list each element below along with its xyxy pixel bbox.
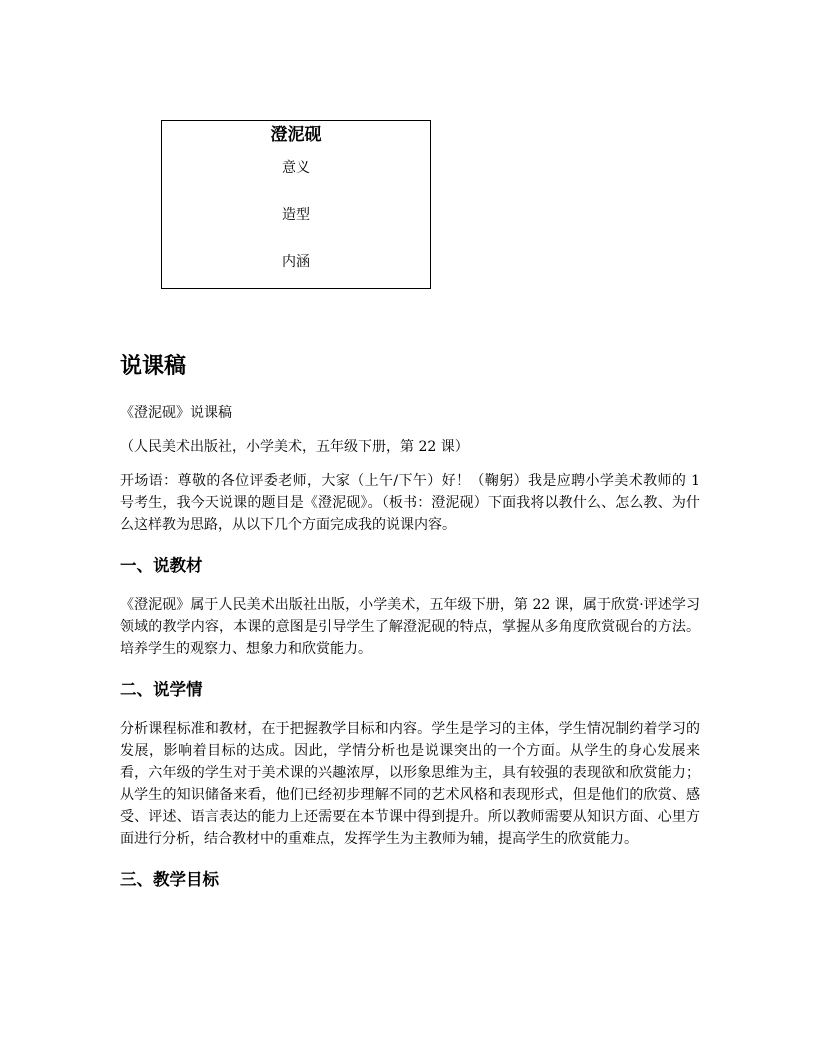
section-heading-textbook: 一、说教材 (120, 556, 203, 575)
board-item-connotation: 内涵 (282, 254, 310, 270)
publisher-line: （人民美术出版社，小学美术，五年级下册，第 22 课） (120, 439, 469, 455)
board-item-shape: 造型 (282, 207, 310, 223)
blackboard-outline-box (161, 120, 431, 289)
document-body (120, 352, 700, 908)
opening-paragraph: 开场语：尊敬的各位评委老师，大家（上午/下午）好！（鞠躬）我是应聘小学美术教师的 1 号考生，我今天说课的题目是《澄泥砚》。（板书：澄泥砚）下面我将以教什么、怎么教、为什么这样教为思路，从以下几个方面完成我的说课内容。 (120, 473, 700, 533)
section-body-learners: 分析课程标准和教材，在于把握教学目标和内容。学生是学习的主体，学生情况制约着学习的发展，影响着目标的达成。因此，学情分析也是说课突出的一个方面。从学生的身心发展来看，六年级的学生对于美术课的兴趣浓厚，以形象思维为主，具有较强的表现欲和欣赏能力；从学生的知识储备来看，他们已经初步理解不同的艺术风格和表现形式，但是他们的欣赏、感受、评述、语言表达的能力上还需要在本节课中得到提升。所以教师需要从知识方面、心里方面进行分析，结合教材中的重难点，发挥学生为主教师为辅，提高学生的欣赏能力。 (120, 721, 700, 847)
board-title: 澄泥砚 (270, 125, 322, 145)
document-title: 说课稿 (120, 354, 187, 379)
section-heading-objectives: 三、教学目标 (120, 870, 219, 889)
section-heading-learners: 二、说学情 (120, 680, 203, 699)
lesson-subtitle: 《澄泥砚》说课稿 (120, 405, 232, 421)
board-item-meaning: 意义 (282, 160, 310, 176)
section-body-textbook: 《澄泥砚》属于人民美术出版社出版，小学美术，五年级下册，第 22 课，属于欣赏·评述学习领域的教学内容，本课的意图是引导学生了解澄泥砚的特点，掌握从多角度欣赏砚台的方法。培养学生的观察力、想象力和欣赏能力。 (120, 597, 700, 657)
